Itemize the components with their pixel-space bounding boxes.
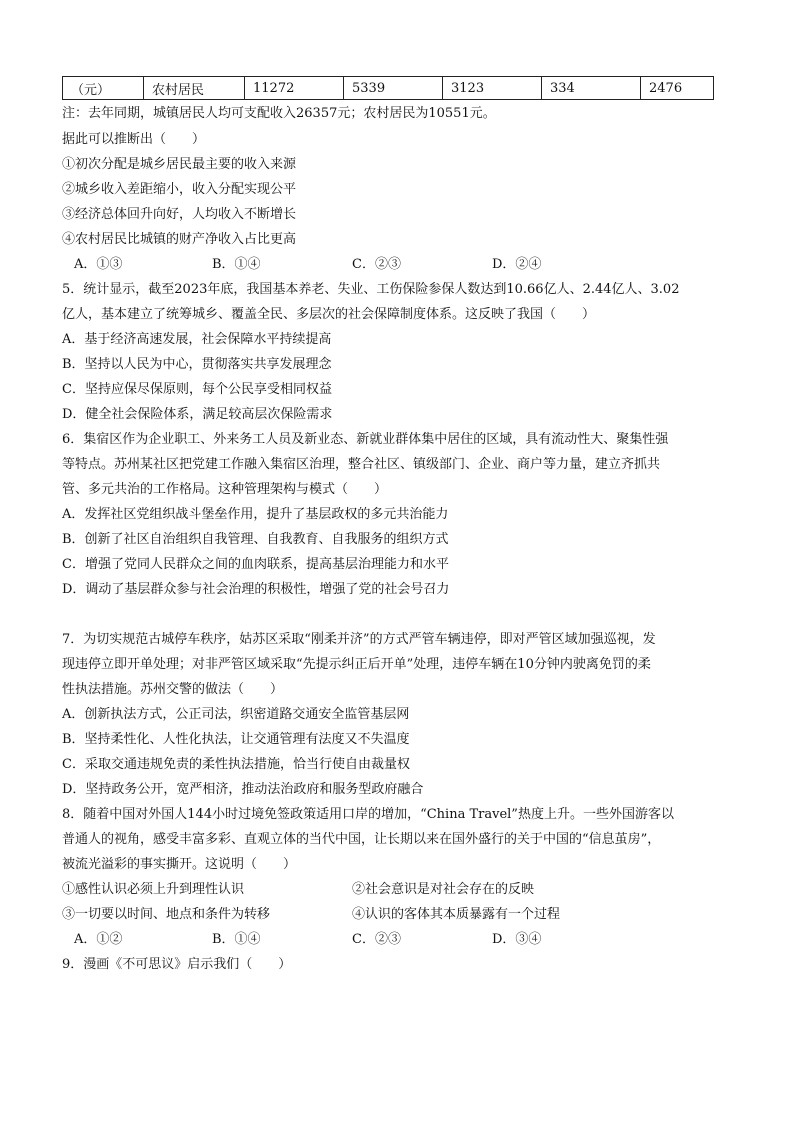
q5-option-d[interactable]: D．健全社会保险体系，满足较高层次保险需求	[62, 407, 333, 422]
table-cell: 2476	[641, 77, 714, 100]
q8-statement: ①感性认识必须上升到理性认识	[62, 882, 245, 897]
q7-stem-line: 性执法措施。苏州交警的做法（ ）	[62, 682, 284, 697]
q6-stem-line: 等特点。苏州某社区把党建工作融入集宿区治理，整合社区、镇级部门、企业、商户等力量，建立齐抓共	[62, 457, 661, 472]
q5-option-c[interactable]: C．坚持应保尽保原则，每个公民享受相同权益	[62, 382, 332, 397]
q4-stem: 据此可以推断出（ ）	[62, 132, 206, 147]
q5-stem-line: 5．统计显示，截至2023年底，我国基本养老、失业、工伤保险参保人数达到10.66亿人、2.44亿人、3.02	[62, 282, 680, 297]
table-cell: 农村居民	[144, 77, 245, 100]
table-cell: 334	[542, 77, 641, 100]
q6-option-d[interactable]: D．调动了基层群众参与社会治理的积极性，增强了党的社会号召力	[62, 582, 450, 597]
q7-stem-line: 现违停立即开单处理；对非严管区域采取“先提示纠正后开单”处理，违停车辆在10分钟内驶离免罚的柔	[62, 657, 651, 672]
q8-statement: ④认识的客体其本质暴露有一个过程	[352, 907, 561, 922]
q4-statement: ③经济总体回升向好，人均收入不断增长	[62, 207, 297, 222]
q4-option-d[interactable]: D．②④	[492, 257, 542, 272]
table-cell: 5339	[344, 77, 443, 100]
q4-statement: ②城乡收入差距缩小，收入分配实现公平	[62, 182, 297, 197]
table-cell: 11272	[245, 77, 344, 100]
q4-option-b[interactable]: B．①④	[212, 257, 261, 272]
q7-option-c[interactable]: C．采取交通违规免责的柔性执法措施，恰当行使自由裁量权	[62, 757, 410, 772]
q8-statement: ②社会意识是对社会存在的反映	[352, 882, 535, 897]
q4-statement: ④农村居民比城镇的财产净收入占比更高	[62, 232, 297, 247]
q4-statement: ①初次分配是城乡居民最主要的收入来源	[62, 157, 297, 172]
q6-option-a[interactable]: A．发挥社区党组织战斗堡垒作用，提升了基层政权的多元共治能力	[62, 507, 449, 522]
q4-option-c[interactable]: C．②③	[352, 257, 401, 272]
q8-option-a[interactable]: A．①②	[74, 932, 123, 947]
q8-option-c[interactable]: C．②③	[352, 932, 401, 947]
q5-stem-line: 亿人，基本建立了统筹城乡、覆盖全民、多层次的社会保障制度体系。这反映了我国（ ）	[62, 307, 596, 322]
q6-option-c[interactable]: C．增强了党同人民群众之间的血肉联系，提高基层治理能力和水平	[62, 557, 449, 572]
q8-option-b[interactable]: B．①④	[212, 932, 261, 947]
q8-statement: ③一切要以时间、地点和条件为转移	[62, 907, 271, 922]
q7-stem-line: 7．为切实规范古城停车秩序，姑苏区采取“刚柔并济”的方式严管车辆违停，即对严管区域加强巡视，发	[62, 632, 656, 647]
q8-option-d[interactable]: D．③④	[492, 932, 542, 947]
table-cell: 3123	[443, 77, 542, 100]
q5-option-b[interactable]: B．坚持以人民为中心，贯彻落实共享发展理念	[62, 357, 332, 372]
q5-option-a[interactable]: A．基于经济高速发展，社会保障水平持续提高	[62, 332, 332, 347]
q6-stem-line: 管、多元共治的工作格局。这种管理架构与模式（ ）	[62, 482, 388, 497]
table-cell: （元）	[63, 77, 144, 100]
q9-stem: 9．漫画《不可思议》启示我们（ ）	[62, 957, 292, 972]
q6-option-b[interactable]: B．创新了社区自治组织自我管理、自我教育、自我服务的组织方式	[62, 532, 449, 547]
q4-option-a[interactable]: A．①③	[74, 257, 123, 272]
q6-stem-line: 6．集宿区作为企业职工、外来务工人员及新业态、新就业群体集中居住的区域，具有流动性大、聚集性强	[62, 432, 669, 447]
q8-stem-line: 被流光溢彩的事实撕开。这说明（ ）	[62, 857, 297, 872]
q7-option-b[interactable]: B．坚持柔性化、人性化执法，让交通管理有法度又不失温度	[62, 732, 410, 747]
table-row	[63, 77, 714, 100]
q8-stem-line: 8．随着中国对外国人144小时过境免签政策适用口岸的增加，“China Travel”热度上升。一些外国游客以	[62, 807, 674, 822]
q7-option-d[interactable]: D．坚持政务公开，宽严相济，推动法治政府和服务型政府融合	[62, 782, 424, 797]
table-note: 注：去年同期，城镇居民人均可支配收入26357元；农村居民为10551元。	[62, 106, 496, 121]
income-table	[62, 76, 714, 100]
q8-stem-line: 普通人的视角，感受丰富多彩、直观立体的当代中国，让长期以来在国外盛行的关于中国的“信息茧房”，	[62, 832, 661, 847]
q7-option-a[interactable]: A．创新执法方式，公正司法，织密道路交通安全监管基层网	[62, 707, 410, 722]
